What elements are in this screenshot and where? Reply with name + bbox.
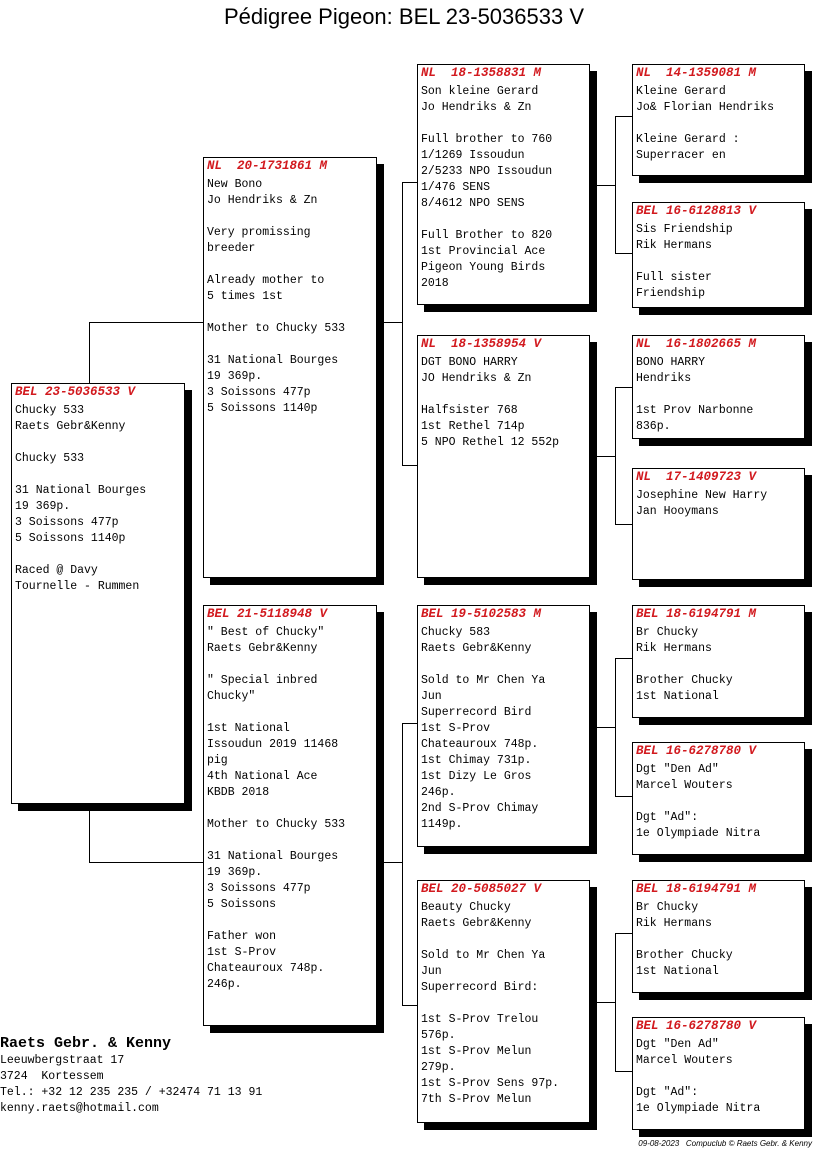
connector-ss [590,185,615,186]
pigeon-info-line: 3 Soissons 477p [15,516,119,529]
pigeon-card-sire [203,157,377,578]
pigeon-card-dam [203,605,377,1026]
ring-number: BEL 18-6194791 M [636,882,757,896]
pigeon-info-line: 1st S-Prov Melun [421,1045,532,1058]
pigeon-info-line: Sold to Mr Chen Ya [421,674,546,687]
pigeon-info-line: BONO HARRY [636,356,706,369]
pigeon-info-line: Jo& Florian Hendriks [636,101,775,114]
pigeon-info-line [636,657,801,673]
pigeon-info-line [421,657,586,673]
pigeon-info-line [636,254,801,270]
pigeon-info-line: DGT BONO HARRY [421,356,518,369]
pigeon-info-line [207,833,373,849]
pigeon-card-subject [11,383,185,804]
pigeon-info-line: 576p. [421,1029,456,1042]
pigeon-info-line: Raets Gebr&Kenny [421,642,532,655]
pigeon-card-sds [632,335,805,439]
owner-name: Raets Gebr. & Kenny [0,1035,172,1052]
pigeon-card-ssd [632,202,805,308]
pigeon-info-line [636,1069,801,1085]
pigeon-info-line: Chucky 533 [15,404,85,417]
pigeon-info-line: Br Chucky [636,626,699,639]
owner-block [0,1035,262,1117]
pigeon-info-line [421,387,586,403]
pigeon-info-line: 5 Soissons 1140p [207,402,318,415]
pigeon-info-line: Father won [207,930,277,943]
ring-number: NL 16-1802665 M [636,337,757,351]
pigeon-info-line [207,337,373,353]
pigeon-info-line: 8/4612 NPO SENS [421,197,525,210]
footer-credit: 09-08-2023 Compuclub © Raets Gebr. & Kenny [638,1139,812,1148]
pigeon-info-line: 31 National Bourges [15,484,147,497]
pigeon-info-line: Halfsister 768 [421,404,518,417]
pigeon-info-line: Raets Gebr&Kenny [207,642,318,655]
pigeon-info-line: Raets Gebr&Kenny [421,917,532,930]
pigeon-info-line: 31 National Bourges [207,354,339,367]
pigeon-info-line: Jun [421,965,442,978]
pigeon-card-sdd [632,468,805,580]
pigeon-info-line [207,209,373,225]
pigeon-info-line: Kleine Gerard [636,85,726,98]
pigeon-info-line: Chucky 533 [15,452,85,465]
pigeon-info-line: Rik Hermans [636,642,712,655]
pigeon-info-line [636,116,801,132]
pigeon-info-line: 2/5233 NPO Issoudun [421,165,553,178]
pigeon-info-line: Marcel Wouters [636,779,733,792]
pigeon-info-line: 1/1269 Issoudun [421,149,525,162]
connector-sd [615,387,633,525]
pigeon-info-line: " Best of Chucky" [207,626,325,639]
pigeon-info-line: Sis Friendship [636,223,733,236]
pigeon-info-line: Raets Gebr&Kenny [15,420,126,433]
pigeon-info-line [421,212,586,228]
pigeon-info-line: Mother to Chucky 533 [207,322,346,335]
pigeon-info-line: Raced @ Davy [15,564,98,577]
pigeon-info-line: Superracer en [636,149,726,162]
pigeon-card-dsd [632,742,805,855]
ring-number: BEL 18-6194791 M [636,607,757,621]
owner-phone: Tel.: +32 12 235 235 / +32474 71 13 91 [0,1086,263,1099]
pigeon-info-line: 1st S-Prov Sens 97p. [421,1077,560,1090]
pigeon-info-line: Kleine Gerard : [636,133,740,146]
pigeon-info-line: Pigeon Young Birds [421,261,546,274]
pigeon-info-line: 19 369p. [207,866,263,879]
page-title: Pédigree Pigeon: BEL 23-5036533 V [223,4,584,29]
pigeon-info-line: Jo Hendriks & Zn [421,101,532,114]
pigeon-info-line [636,794,801,810]
pigeon-info-line: 7th S-Prov Melun [421,1093,532,1106]
ring-number: NL 20-1731861 M [207,159,328,173]
connector-ds [615,658,633,797]
connector-dam [377,862,402,863]
ring-number: BEL 16-6128813 V [636,204,757,218]
owner-address: Leeuwbergstraat 17 [0,1054,125,1067]
pigeon-info-line: Hendriks [636,372,692,385]
pigeon-info-line [15,435,181,451]
pigeon-info-line: Rik Hermans [636,239,712,252]
pigeon-info-line: Rik Hermans [636,917,712,930]
pigeon-info-line: Jan Hooymans [636,505,719,518]
ring-number: NL 18-1358954 V [421,337,542,351]
pigeon-info-line: New Bono [207,178,263,191]
connector-ds [590,727,615,728]
pigeon-info-line: 1st National [207,722,290,735]
pigeon-info-line: 1st Chimay 731p. [421,754,532,767]
ring-number: BEL 23-5036533 V [15,385,136,399]
owner-city: 3724 Kortessem [0,1070,104,1083]
pigeon-info-line [421,932,586,948]
pigeon-info-line: " Special inbred [207,674,318,687]
pigeon-info-line: 246p. [207,978,242,991]
pigeon-info-line: Superrecord Bird: [421,981,539,994]
pigeon-info-line: Dgt "Ad": [636,811,699,824]
pigeon-info-line: Already mother to [207,274,325,287]
pigeon-info-line: Mother to Chucky 533 [207,818,346,831]
connector-dam [402,723,418,1006]
pigeon-info-line: 1st Provincial Ace [421,245,546,258]
ring-number: BEL 19-5102583 M [421,607,542,621]
pigeon-info-line: Dgt "Den Ad" [636,763,719,776]
pigeon-info-line [207,705,373,721]
ring-number: NL 17-1409723 V [636,470,757,484]
pigeon-card-ddd [632,1017,805,1130]
pigeon-info-line: Brother Chucky [636,949,733,962]
pigeon-info-line: Full brother to 760 [421,133,553,146]
pigeon-card-dam-dam [417,880,590,1123]
ring-number: BEL 21-5118948 V [207,607,328,621]
pigeon-info-line: 1st S-Prov [421,722,491,735]
pigeon-info-line: 3 Soissons 477p [207,386,311,399]
connector-sire [377,322,402,323]
pigeon-info-line [421,116,586,132]
pigeon-info-line: 5 Soissons 1140p [15,532,126,545]
pigeon-info-line: Tournelle - Rummen [15,580,140,593]
pigeon-info-line: Josephine New Harry [636,489,768,502]
pigeon-info-line: 1st Dizy Le Gros [421,770,532,783]
pigeon-info-line: Full Brother to 820 [421,229,553,242]
ring-number: BEL 20-5085027 V [421,882,542,896]
pigeon-card-dss [632,605,805,718]
pigeon-info-line: Jo Hendriks & Zn [207,194,318,207]
ring-number: BEL 16-6278780 V [636,744,757,758]
pigeon-info-line [421,996,586,1012]
pigeon-info-line: 1st S-Prov Trelou [421,1013,539,1026]
pigeon-info-line: 836p. [636,420,671,433]
ring-number: NL 18-1358831 M [421,66,542,80]
pigeon-info-line [15,547,181,563]
pigeon-info-line: Marcel Wouters [636,1054,733,1067]
pigeon-info-line [636,387,801,403]
pigeon-info-line: 1st National [636,965,719,978]
pigeon-info-line: 1149p. [421,818,463,831]
connector-subject [89,808,204,863]
pigeon-info-line [207,913,373,929]
connector-subject [89,322,204,385]
pigeon-info-line: Chucky" [207,690,256,703]
pigeon-info-line: 1st Rethel 714p [421,420,525,433]
pigeon-info-line [207,657,373,673]
pigeon-info-line: 5 Soissons [207,898,277,911]
pigeon-info-line: 4th National Ace [207,770,318,783]
pigeon-info-line: 2nd S-Prov Chimay [421,802,539,815]
ring-number: NL 14-1359081 M [636,66,757,80]
pigeon-info-line: 1/476 SENS [421,181,491,194]
pigeon-info-line: Chucky 583 [421,626,491,639]
pigeon-card-dds [632,880,805,993]
pigeon-info-line: 1st S-Prov [207,946,277,959]
pigeon-card-sire-sire [417,64,590,305]
pigeon-info-line: 1st Prov Narbonne [636,404,754,417]
pigeon-info-line: Br Chucky [636,901,699,914]
connector-dd [615,933,633,1072]
pigeon-info-line: Son kleine Gerard [421,85,539,98]
pigeon-info-line: 3 Soissons 477p [207,882,311,895]
pigeon-info-line: Beauty Chucky [421,901,511,914]
pigeon-info-line: 246p. [421,786,456,799]
pigeon-info-line: 19 369p. [15,500,71,513]
connector-dd [590,1002,615,1003]
pigeon-card-sss [632,64,805,176]
pigeon-info-line: Friendship [636,287,706,300]
pigeon-info-line: Sold to Mr Chen Ya [421,949,546,962]
pigeon-info-line: Chateauroux 748p. [207,962,325,975]
pigeon-info-line: Jun [421,690,442,703]
pigeon-info-line [15,467,181,483]
pigeon-info-line: 279p. [421,1061,456,1074]
pigeon-info-line: breeder [207,242,256,255]
pigeon-info-line: Very promissing [207,226,311,239]
pigeon-info-line: 5 NPO Rethel 12 552p [421,436,560,449]
pigeon-info-line: KBDB 2018 [207,786,270,799]
pigeon-info-line: Dgt "Ad": [636,1086,699,1099]
pigeon-info-line [207,257,373,273]
pigeon-card-sire-dam [417,335,590,578]
pigeon-info-line: Issoudun 2019 11468 [207,738,339,751]
pigeon-info-line: Chateauroux 748p. [421,738,539,751]
ring-number: BEL 16-6278780 V [636,1019,757,1033]
pigeon-info-line [207,801,373,817]
pigeon-info-line: 1e Olympiade Nitra [636,827,761,840]
connector-sire [402,182,418,466]
pigeon-info-line: Brother Chucky [636,674,733,687]
pigeon-info-line: pig [207,754,228,767]
pigeon-info-line: 5 times 1st [207,290,283,303]
connector-ss [615,116,633,254]
connector-sd [590,456,615,457]
pigeon-info-line: Dgt "Den Ad" [636,1038,719,1051]
pigeon-info-line: 1e Olympiade Nitra [636,1102,761,1115]
pigeon-info-line [207,305,373,321]
pigeon-info-line: 1st National [636,690,719,703]
pigeon-info-line: 19 369p. [207,370,263,383]
pigeon-info-line: Superrecord Bird [421,706,532,719]
pigeon-info-line: Full sister [636,271,712,284]
pigeon-info-line: 2018 [421,277,449,290]
pigeon-info-line: 31 National Bourges [207,850,339,863]
pigeon-info-line [636,932,801,948]
pigeon-info-line: JO Hendriks & Zn [421,372,532,385]
pigeon-card-dam-sire [417,605,590,847]
owner-email: kenny.raets@hotmail.com [0,1102,159,1115]
